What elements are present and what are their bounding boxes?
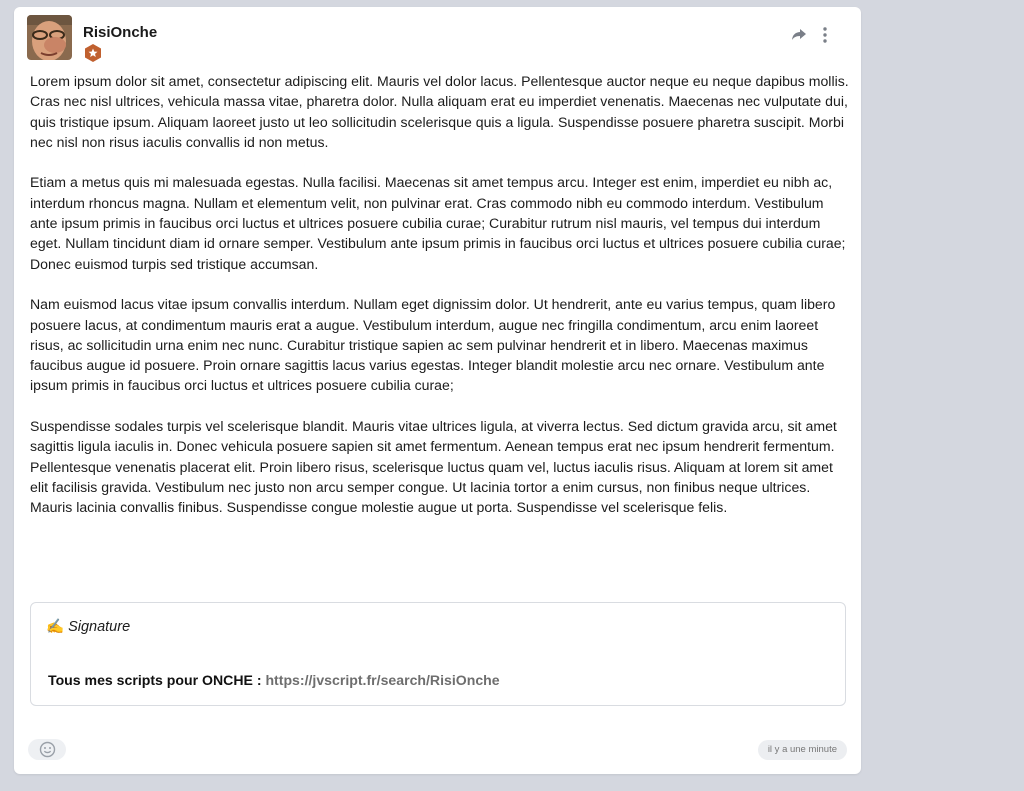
author-name[interactable]: RisiOnche (83, 24, 158, 41)
add-reaction-button[interactable] (28, 739, 66, 760)
smiley-face-icon (39, 741, 56, 758)
writing-hand-icon: ✍️ (46, 619, 65, 635)
paragraph: Lorem ipsum dolor sit amet, consectetur adipiscing elit. Mauris vel dolor lacus. Pellentesque auctor neque eu neque dapibus mollis. Cras nec nisl ultrices, vehicula massa vitae, pharetra dolor. Nulla aliquam erat eu imperdiet venenatis. Maecenas nec vulputate dui, quis tristique ipsum. Aliquam laoreet justo ut leo sollicitudin scelerisque quis a ligula. Suspendisse posuere pharetra suscipit. Morbi nec nisl non risus iaculis convallis id non metus. (30, 73, 849, 150)
signature-title (46, 618, 130, 635)
share-arrow-icon[interactable] (789, 24, 809, 44)
avatar[interactable] (27, 15, 72, 60)
paragraph: Etiam a metus quis mi malesuada egestas. Nulla facilisi. Maecenas sit amet tempus arcu. Integer est enim, imperdiet eu nibh ac, interdum rhoncus magna. Nullam et elementum velit, non pulvinar erat. Cras commodo nibh eu commodo interdum. Vestibulum ante ipsum primis in faucibus orci luctus et ultrices posuere cubilia curae; Curabitur rutrum nisl mauris, vel tempus dui interdum eget. Nullam tincidunt diam id ornare semper. Vestibulum ante ipsum primis in faucibus orci luctus et ultrices posuere cubilia curae; Donec euismod turpis sed tristique accumsan. (30, 174, 846, 272)
star-badge-icon (83, 43, 103, 63)
post-card (14, 7, 861, 774)
more-vertical-icon[interactable] (817, 24, 833, 44)
signature-title-text: Signature (68, 619, 131, 635)
signature-label: Tous mes scripts pour ONCHE : (48, 672, 262, 688)
paragraph: Nam euismod lacus vitae ipsum convallis interdum. Nullam eget dignissim dolor. Ut hendrerit, ante eu varius tempus, quam libero posuere lacus, at condimentum mauris erat a augue. Vestibulum interdum, augue nec fringilla condimentum, arcu enim laoreet risus, ac sollicitudin urna enim nec nunc. Curabitur tristique sapien ac sem pulvinar hendrerit et in libero. Maecenas maximus faucibus augue id posuere. Proin ornare sagittis lacus varius egestas. Integer blandit molestie arcu nec ornare. Vestibulum ante ipsum primis in faucibus orci luctus et ultrices posuere cubilia curae; (30, 296, 836, 394)
post-header (27, 15, 847, 67)
post-body (30, 71, 850, 538)
paragraph: Suspendisse sodales turpis vel scelerisque blandit. Mauris vitae ultrices ligula, at viverra lectus. Sed dictum gravida arcu, sit amet sagittis ligula iaculis in. Donec vehicula posuere sapien sit amet fermentum. Aenean tempus erat nec ipsum hendrerit fermentum. Pellentesque venenatis placerat elit. Proin libero risus, scelerisque luctus quam vel, luctus iaculis risus. Aliquam at lorem sit amet elit facilisis gravida. Vestibulum nec justo non arcu semper congue. Ut lacinia tortor a enim cursus, non finibus neque ultrices. Mauris lacinia convallis finibus. Suspendisse congue molestie augue ut porta. Suspendisse vel scelerisque felis. (30, 418, 837, 516)
signature-link[interactable]: https://jvscript.fr/search/RisiOnche (265, 672, 500, 688)
signature-line (48, 672, 500, 688)
signature-box (30, 602, 846, 706)
post-timestamp: il y a une minute (758, 740, 847, 760)
